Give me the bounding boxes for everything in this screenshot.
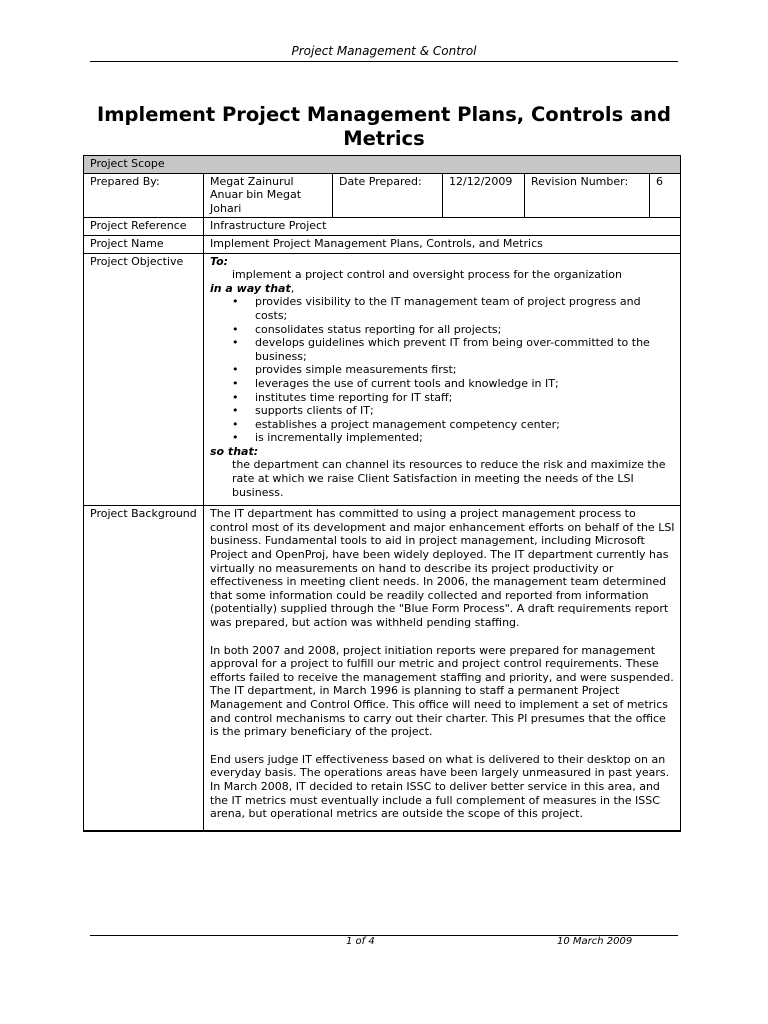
list-item: • provides simple measurements first; (210, 363, 675, 377)
objective-so-label: so that: (210, 444, 259, 458)
background-paragraph: End users judge IT effectiveness based on what is delivered to their desktop on an everyday basis. The operations areas have been largely unmeasured in past years. In March 2008, IT decided to retain ISSC to deliver better service in this area, and the IT metrics must eventually include a full complement of measures in the ISSC arena, but operational metrics are outside the scope of this project. (210, 752, 670, 821)
list-item: • leverages the use of current tools and knowledge in IT; (210, 377, 675, 391)
background-paragraph: In both 2007 and 2008, project initiation reports were prepared for management approval for a project to fulfill our metric and project control requirements. These efforts failed to receive the management staffing and priority, and were suspended. The IT department, in March 1996 is planning to staff a permanent Project Management and Control Office. This office will need to implement a set of metrics and control mechanisms to carry out their charter. This PI presumes that the office is the primary beneficiary of the project. (210, 643, 674, 739)
prepared-by-label: Prepared By: (84, 173, 204, 218)
footer-date: 10 March 2009 (557, 936, 633, 947)
list-item: • provides visibility to the IT management team of project progress and costs; (210, 295, 675, 322)
page-number: 1 of 4 (346, 936, 375, 947)
prepared-by-value: Megat Zainurul Anuar bin Megat Johari (204, 173, 333, 218)
objective-to-text: implement a project control and oversight process for the organization (232, 268, 622, 282)
project-objective-cell (204, 253, 681, 506)
project-background-cell (204, 506, 681, 831)
scope-label: Project Scope (84, 156, 681, 174)
list-item: • establishes a project management competency center; (210, 418, 675, 432)
background-row (84, 506, 681, 831)
project-name-label: Project Name (84, 235, 204, 253)
objective-row (84, 253, 681, 506)
list-item: • supports clients of IT; (210, 404, 675, 418)
header-rule (90, 61, 678, 62)
list-item: • develops guidelines which prevent IT from being over-committed to the business; (210, 336, 675, 363)
project-scope-table (83, 155, 681, 832)
objective-way-suffix: , (290, 281, 295, 295)
project-background-label: Project Background (84, 506, 204, 831)
project-name-value: Implement Project Management Plans, Controls, and Metrics (204, 235, 681, 253)
objective-way-label: in a way that (210, 281, 291, 295)
name-row (84, 235, 681, 253)
objective-bullet-list (210, 295, 675, 445)
revision-number-label: Revision Number: (525, 173, 650, 218)
date-prepared-value: 12/12/2009 (443, 173, 525, 218)
prepared-row (84, 173, 681, 218)
reference-row (84, 218, 681, 236)
objective-way-line (210, 282, 675, 296)
objective-to-label: To: (210, 254, 229, 268)
project-reference-label: Project Reference (84, 218, 204, 236)
project-objective-label: Project Objective (84, 253, 204, 506)
scope-header-row (84, 156, 681, 174)
document-title: Implement Project Management Plans, Controls and Metrics (96, 103, 671, 150)
list-item: • institutes time reporting for IT staff; (210, 391, 675, 405)
list-item: • is incrementally implemented; (210, 431, 675, 445)
date-prepared-label: Date Prepared: (333, 173, 443, 218)
revision-number-value: 6 (650, 173, 681, 218)
running-header: Project Management & Control (291, 44, 477, 58)
background-paragraph: The IT department has committed to using a project management process to control most of its development and major enhancement efforts on behalf of the LSI business. Fundamental tools to aid in project management, including Microsoft Project and OpenProj, have been widely deployed. The IT department currently has virtually no measurements on hand to describe its project productivity or effectiveness in meeting client needs. In 2006, the management team determined that some information could be readily collected and reported from information (potentially) supplied through the "Blue Form Process". A draft requirements report was prepared, but action was withheld pending staffing. (210, 507, 675, 629)
objective-so-text: the department can channel its resources to reduce the risk and maximize the rate at which we raise Client Satisfaction in meeting the needs of the LSI business. (232, 458, 666, 499)
list-item: • consolidates status reporting for all projects; (210, 323, 675, 337)
project-reference-value: Infrastructure Project (204, 218, 681, 236)
